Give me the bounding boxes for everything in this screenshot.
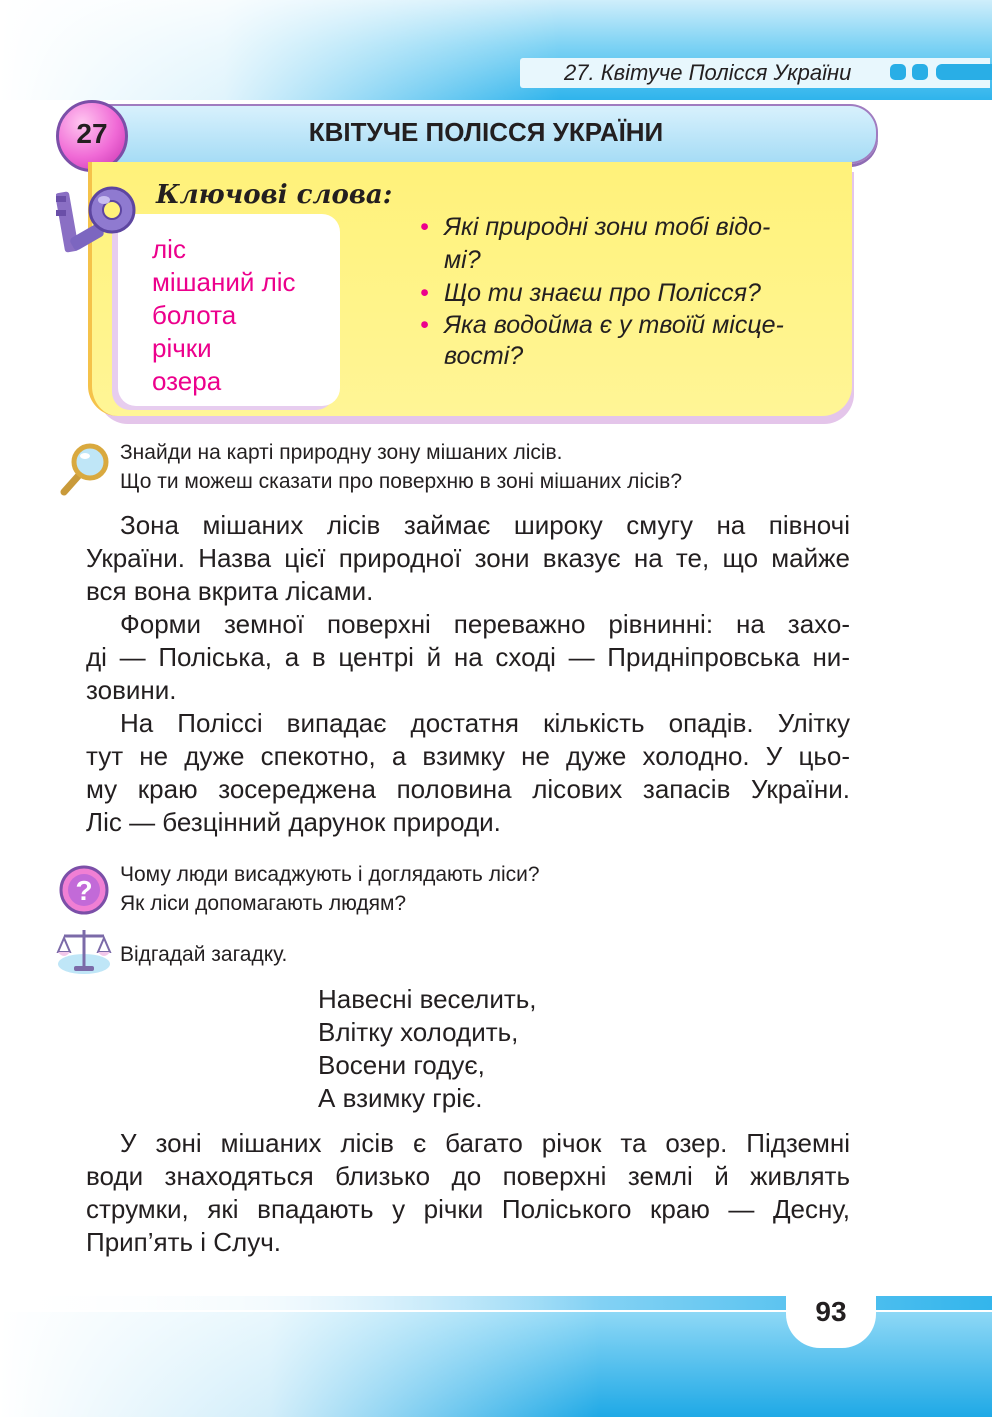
question-text: Яка водойма є у твоїй місце- [444,311,784,339]
question-mark-icon [58,864,110,916]
paragraph-line: струмки, які впадають у річки Поліського краю — Десну, [86,1194,850,1224]
paragraph-line: зовини. [86,675,177,705]
header-dot-decoration [912,64,928,80]
question-text: мі? [444,246,481,274]
header-band-fade [0,0,560,100]
task-riddle-prompt: Відгадай загадку. [120,943,288,966]
paragraph-line: України. Назва цієї природної зони вказує на те, що майже [86,543,850,573]
riddle-line: Влітку холодить, [318,1017,519,1047]
task-question-text: Чому люди висаджують і доглядають ліси? [120,863,540,886]
keywords-heading: Ключові слова: [156,180,393,210]
keyword-item: болота [152,300,237,330]
lesson-title: КВІТУЧЕ ПОЛІССЯ УКРАЇНИ [308,117,664,147]
paragraph-line: води знаходяться близько до поверхні землі й живлять [86,1161,850,1191]
keyword-item: ліс [152,234,186,264]
keyword-item: мішаний ліс [152,267,296,297]
riddle-line: Навесні веселить, [318,984,537,1014]
scales-icon [56,924,112,976]
svg-text:?: ? [75,875,93,906]
question-text: Що ти знаєш про Полісся? [444,279,761,307]
paragraph-line: Ліс — безцінний дарунок природи. [86,807,501,837]
question-bullet: • [420,213,429,241]
question-bullet: • [420,311,429,339]
key-icon [56,184,142,264]
task-question-text: Як ліси допомагають людям? [120,892,407,915]
question-text: Які природні зони тобі відо- [444,213,771,241]
lesson-number: 27 [76,118,108,149]
header-dot-decoration [890,64,906,80]
header-bar-decoration [936,64,992,80]
paragraph-line: тут не дуже спекотно, а взимку не дуже холодно. У цьо- [86,741,850,771]
running-head-title: 27. Квітуче Полісся України [564,60,852,85]
paragraph-line: вся вона вкрита лісами. [86,576,374,606]
keyword-item: озера [152,366,222,396]
paragraph-line: му краю зосереджена половина лісових запасів України. [86,774,850,804]
question-bullet: • [420,279,429,307]
task-map-text: Що ти можеш сказати про поверхню в зоні мішаних лісів? [120,470,683,493]
paragraph-line: У зоні мішаних лісів є багато річок та озер. Підземні [120,1128,850,1158]
footer-band-fade [0,1296,600,1417]
magnifier-icon [56,442,112,498]
question-text: вості? [444,342,524,370]
riddle-line: Восени годує, [318,1050,485,1080]
paragraph-line: Прип’ять і Случ. [86,1227,281,1257]
paragraph-line: Форми земної поверхні переважно рівнинні: на захо- [120,609,850,639]
paragraph-line: ді — Поліська, а в центрі й на сході — Придніпровська ни- [86,642,850,672]
paragraph-line: На Поліссі випадає достатня кількість опадів. Улітку [120,708,850,738]
paragraph-line: Зона мішаних лісів займає широку смугу на півночі [120,510,850,540]
task-map-text: Знайди на карті природну зону мішаних лісів. [120,441,563,464]
riddle-line: А взимку гріє. [318,1083,483,1113]
page-number: 93 [815,1296,847,1327]
keyword-item: річки [152,333,212,363]
